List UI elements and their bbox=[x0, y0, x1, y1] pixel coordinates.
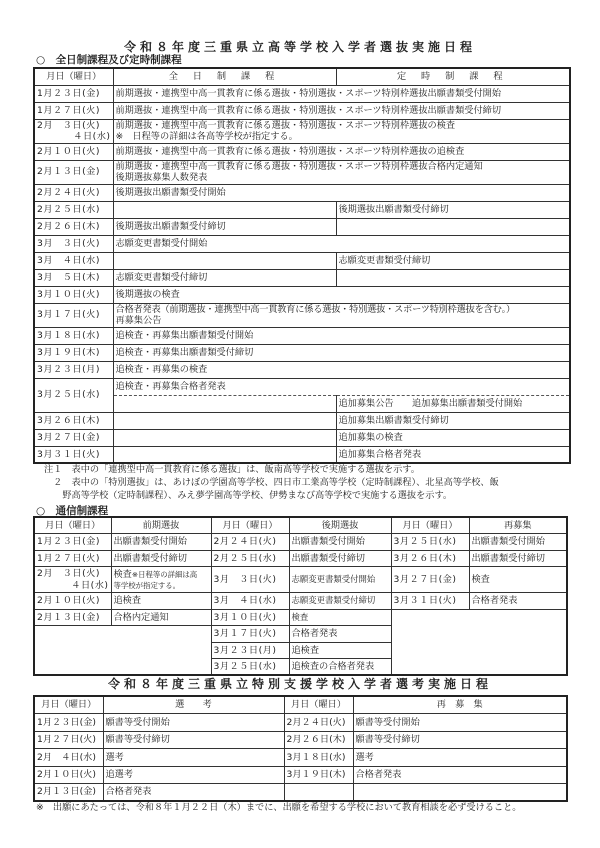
zenki-date: 1月２７日(火) bbox=[34, 550, 111, 567]
senko-event: 選考 bbox=[103, 749, 284, 767]
row-event bbox=[113, 160, 570, 184]
header-saibo: 再募集 bbox=[469, 517, 567, 534]
saibo-date: 3月１９日(木) bbox=[284, 766, 353, 784]
note-2-cont: 野高等学校（定時制課程）、みえ夢学園高等学校、伊勢まなび高等学校で実施する選抜を示す。 bbox=[44, 490, 453, 501]
koki-date: 2月２４日(火) bbox=[211, 534, 289, 551]
table-row bbox=[34, 534, 567, 551]
table-row bbox=[34, 327, 570, 344]
row-date: 2月１３日(金) bbox=[34, 160, 113, 184]
senko-date: 1月２７日(火) bbox=[34, 731, 103, 749]
row-event: 前期選抜・連携型中高一貫教育に係る選抜・特別選抜・スポーツ特別枠選抜の追検査 bbox=[113, 143, 570, 160]
table-notes bbox=[44, 463, 499, 502]
row-parttime: 志願変更書類受付締切 bbox=[336, 252, 570, 269]
row-date: 2月２５日(水) bbox=[34, 201, 113, 218]
table-row bbox=[34, 446, 570, 463]
table-row bbox=[34, 269, 570, 286]
koki-event: 出願書類受付開始 bbox=[289, 534, 391, 551]
table-row bbox=[34, 286, 570, 303]
footnote: ※ 出願にあたっては、令和８年１月２２日（木）までに、出願を希望する学校において教育相談を必ず受けること。 bbox=[36, 802, 522, 813]
saibo-date: 3月２７日(金) bbox=[391, 567, 469, 593]
header-parttime: 定 時 制 課 程 bbox=[336, 68, 570, 85]
row-event: 前期選抜・連携型中高一貫教育に係る選抜・特別選抜・スポーツ特別枠選抜出願書類受付締切 bbox=[113, 102, 570, 119]
saibo-date: 2月２６日(木) bbox=[284, 731, 353, 749]
saibo-date: 3月２６日(木) bbox=[391, 550, 469, 567]
zenki-event: 合格内定通知 bbox=[111, 609, 211, 626]
table-header-row bbox=[34, 696, 567, 714]
saibo-event: 願書等受付締切 bbox=[353, 731, 567, 749]
row-date: 2月２６日(木) bbox=[34, 218, 113, 235]
row-fulltime bbox=[113, 201, 336, 218]
empty-cell bbox=[391, 609, 567, 675]
row-date: 1月２３日(金) bbox=[34, 85, 113, 102]
zenki-date: 2月１０日(火) bbox=[34, 593, 111, 610]
senko-date: 2月１０日(火) bbox=[34, 766, 103, 784]
row-parttime bbox=[336, 269, 570, 286]
row-event bbox=[113, 119, 570, 143]
zenki-event: 出願書類受付締切 bbox=[111, 550, 211, 567]
zenki-event: 出願書類受付開始 bbox=[111, 534, 211, 551]
saibo-date: 3月２５日(水) bbox=[391, 534, 469, 551]
saibo-event: 出願書類受付開始 bbox=[469, 534, 567, 551]
row-date: 1月２７日(火) bbox=[34, 102, 113, 119]
senko-event: 願書等受付開始 bbox=[103, 714, 284, 732]
row-fulltime bbox=[113, 412, 336, 429]
header-fulltime: 全 日 制 課 程 bbox=[113, 68, 336, 85]
table-row bbox=[34, 378, 570, 395]
row-event: 追検査・再募集出願書類受付締切 bbox=[113, 344, 570, 361]
row-date: 3月２７日(金) bbox=[34, 429, 113, 446]
row-fulltime bbox=[113, 252, 336, 269]
row-parttime: 追加募集公告 追加募集出願書類受付開始 bbox=[336, 395, 570, 412]
row-event: 前期選抜・連携型中高一貫教育に係る選抜・特別選抜・スポーツ特別枠選抜出願書類受付開始 bbox=[113, 85, 570, 102]
table-row bbox=[34, 235, 570, 252]
saibo-date: 3月３１日(火) bbox=[391, 593, 469, 610]
senko-date: 2月 ４日(水) bbox=[34, 749, 103, 767]
senko-event: 追選考 bbox=[103, 766, 284, 784]
row-date: 3月 ３日(火) bbox=[34, 235, 113, 252]
event-note-2: 等学校が指定する。 bbox=[113, 580, 181, 590]
table-header-row bbox=[34, 517, 567, 534]
saibo-date: 2月２４日(火) bbox=[284, 714, 353, 732]
saibo-event: 出願書類受付締切 bbox=[469, 550, 567, 567]
fulltime-parttime-schedule-table bbox=[33, 67, 571, 464]
koki-event: 追検査 bbox=[289, 642, 391, 659]
senko-event: 合格者発表 bbox=[103, 784, 284, 802]
table-row bbox=[34, 160, 570, 184]
row-parttime: 追加募集出願書類受付締切 bbox=[336, 412, 570, 429]
zenki-date: 1月２３日(金) bbox=[34, 534, 111, 551]
koki-date: 3月２５日(水) bbox=[211, 659, 289, 676]
koki-date: 3月１０日(火) bbox=[211, 609, 289, 626]
row-date: 3月２６日(木) bbox=[34, 412, 113, 429]
koki-event: 出願書類受付締切 bbox=[289, 550, 391, 567]
koki-date: 3月 ３日(火) bbox=[211, 567, 289, 593]
row-event: 追検査・再募集出願書類受付開始 bbox=[113, 327, 570, 344]
date-line-2: ４日(水) bbox=[71, 579, 109, 591]
table-row bbox=[34, 731, 567, 749]
row-event bbox=[113, 303, 570, 327]
senko-date: 1月２３日(金) bbox=[34, 714, 103, 732]
senko-event: 願書等受付締切 bbox=[103, 731, 284, 749]
saibo-event: 検査 bbox=[469, 567, 567, 593]
header-date: 月日（曜日） bbox=[34, 517, 111, 534]
note-1: 注１ 表中の「連携型中高一貫教育に係る選抜」は、飯南高等学校で実施する選抜を示す。 bbox=[44, 464, 420, 475]
row-parttime: 後期選抜出願書類受付締切 bbox=[336, 201, 570, 218]
table-row bbox=[34, 550, 567, 567]
row-date: 3月１８日(水) bbox=[34, 327, 113, 344]
event-line-1: 合格者発表（前期選抜・連携型中高一貫教育に係る選抜・特別選抜・スポーツ特別枠選抜を含む。） bbox=[115, 303, 515, 315]
event-line-1: 前期選抜・連携型中高一貫教育に係る選抜・特別選抜・スポーツ特別枠選抜合格内定通知 bbox=[115, 160, 483, 172]
koki-event: 合格者発表 bbox=[289, 626, 391, 643]
senko-date: 2月１３日(金) bbox=[34, 784, 103, 802]
row-event: 後期選抜の検査 bbox=[113, 286, 570, 303]
row-fulltime bbox=[113, 395, 336, 412]
zenki-event bbox=[111, 567, 211, 593]
table-row bbox=[34, 344, 570, 361]
saibo-event: 願書等受付開始 bbox=[353, 714, 567, 732]
row-event: 追検査・再募集の検査 bbox=[113, 361, 570, 378]
header-zenki: 前期選抜 bbox=[111, 517, 211, 534]
table-row-sub bbox=[34, 395, 570, 412]
row-date: 3月１９日(木) bbox=[34, 344, 113, 361]
row-date: 3月３１日(火) bbox=[34, 446, 113, 463]
row-date: 3月 ５日(木) bbox=[34, 269, 113, 286]
koki-event: 検査 bbox=[289, 609, 391, 626]
table-row bbox=[34, 119, 570, 143]
row-date: 3月１０日(火) bbox=[34, 286, 113, 303]
special-school-title: 令和８年度三重県立特別支援学校入学者選考実施日程 bbox=[107, 677, 492, 691]
table-row bbox=[34, 184, 570, 201]
koki-date: 2月２５日(水) bbox=[211, 550, 289, 567]
row-date: 2月２４日(火) bbox=[34, 184, 113, 201]
koki-event: 志願変更書類受付開始 bbox=[289, 567, 391, 593]
zenki-event: 追検査 bbox=[111, 593, 211, 610]
row-parttime: 追加募集の検査 bbox=[336, 429, 570, 446]
date-line-2: ４日(水) bbox=[73, 131, 111, 142]
section-heading-fulltime: ○ 全日制課程及び定時制課程 bbox=[36, 54, 182, 66]
row-fulltime: 志願変更書類受付締切 bbox=[113, 269, 336, 286]
event-line-1: 前期選抜・連携型中高一貫教育に係る選抜・特別選抜・スポーツ特別枠選抜の検査 bbox=[115, 119, 456, 131]
row-date: 3月１７日(火) bbox=[34, 303, 113, 327]
saibo-date: 3月１８日(水) bbox=[284, 749, 353, 767]
table-header-row bbox=[34, 68, 570, 85]
koki-event: 追検査の合格者発表 bbox=[289, 659, 391, 676]
table-row bbox=[34, 303, 570, 327]
koki-date: 3月 ４日(水) bbox=[211, 593, 289, 610]
koki-date: 3月１７日(火) bbox=[211, 626, 289, 643]
row-date bbox=[34, 119, 113, 143]
table-row bbox=[34, 749, 567, 767]
event-line-2: 後期選抜募集人数発表 bbox=[115, 172, 208, 183]
table-row bbox=[34, 609, 567, 626]
saibo-event: 選考 bbox=[353, 749, 567, 767]
date-line-1: 2月 ３日(火) bbox=[37, 119, 100, 131]
event-line-2: 再募集公告 bbox=[115, 315, 162, 326]
table-row bbox=[34, 714, 567, 732]
event-note: ※ 日程等の詳細は各高等学校が指定する。 bbox=[115, 131, 298, 142]
header-saibo: 再 募 集 bbox=[353, 696, 567, 714]
table-row bbox=[34, 102, 570, 119]
table-row bbox=[34, 361, 570, 378]
row-event: 追検査・再募集合格者発表 bbox=[113, 378, 570, 395]
row-date: 3月２５日(水) bbox=[34, 378, 113, 412]
table-row bbox=[34, 429, 570, 446]
note-2: ２ 表中の「特別選抜」は、あけぼの学園高等学校、四日市工業高等学校（定時制課程）、北星高等学校、飯 bbox=[44, 477, 499, 488]
table-row bbox=[34, 143, 570, 160]
section-heading-correspondence: ○ 通信制課程 bbox=[36, 505, 109, 517]
table-row bbox=[34, 412, 570, 429]
row-parttime: 追加募集合格者発表 bbox=[336, 446, 570, 463]
header-koki: 後期選抜 bbox=[289, 517, 391, 534]
saibo-event: 合格者発表 bbox=[353, 766, 567, 784]
empty-cell bbox=[34, 626, 211, 676]
koki-event: 志願変更書類受付締切 bbox=[289, 593, 391, 610]
header-senko: 選 考 bbox=[103, 696, 284, 714]
zenki-date: 2月１３日(金) bbox=[34, 609, 111, 626]
header-date: 月日（曜日） bbox=[34, 696, 103, 714]
row-parttime bbox=[336, 218, 570, 235]
table-row bbox=[34, 218, 570, 235]
table-row bbox=[34, 252, 570, 269]
table-row bbox=[34, 766, 567, 784]
page-title: 令和８年度三重県立高等学校入学者選抜実施日程 bbox=[123, 40, 476, 54]
header-date: 月日（曜日） bbox=[34, 68, 113, 85]
row-fulltime bbox=[113, 429, 336, 446]
row-fulltime bbox=[113, 446, 336, 463]
table-row bbox=[34, 567, 567, 593]
event-note: ※日程等の詳細は高 bbox=[131, 570, 198, 579]
table-row bbox=[34, 85, 570, 102]
row-event: 後期選抜出願書類受付開始 bbox=[113, 184, 570, 201]
row-date: 3月 ４日(水) bbox=[34, 252, 113, 269]
date-line-1: 2月 ３日(火) bbox=[37, 568, 100, 579]
special-school-schedule-table bbox=[33, 695, 568, 802]
table-row bbox=[34, 593, 567, 610]
row-event: 志願変更書類受付開始 bbox=[113, 235, 570, 252]
correspondence-schedule-table bbox=[33, 516, 568, 676]
row-date: 3月２３日(月) bbox=[34, 361, 113, 378]
header-date: 月日（曜日） bbox=[211, 517, 289, 534]
header-date: 月日（曜日） bbox=[391, 517, 469, 534]
koki-date: 3月２３日(月) bbox=[211, 642, 289, 659]
table-row bbox=[34, 201, 570, 218]
row-fulltime: 後期選抜出願書類受付締切 bbox=[113, 218, 336, 235]
header-date: 月日（曜日） bbox=[284, 696, 353, 714]
row-date: 2月１０日(火) bbox=[34, 143, 113, 160]
event-text: 検査 bbox=[113, 569, 132, 580]
saibo-event: 合格者発表 bbox=[469, 593, 567, 610]
zenki-date bbox=[34, 567, 111, 593]
